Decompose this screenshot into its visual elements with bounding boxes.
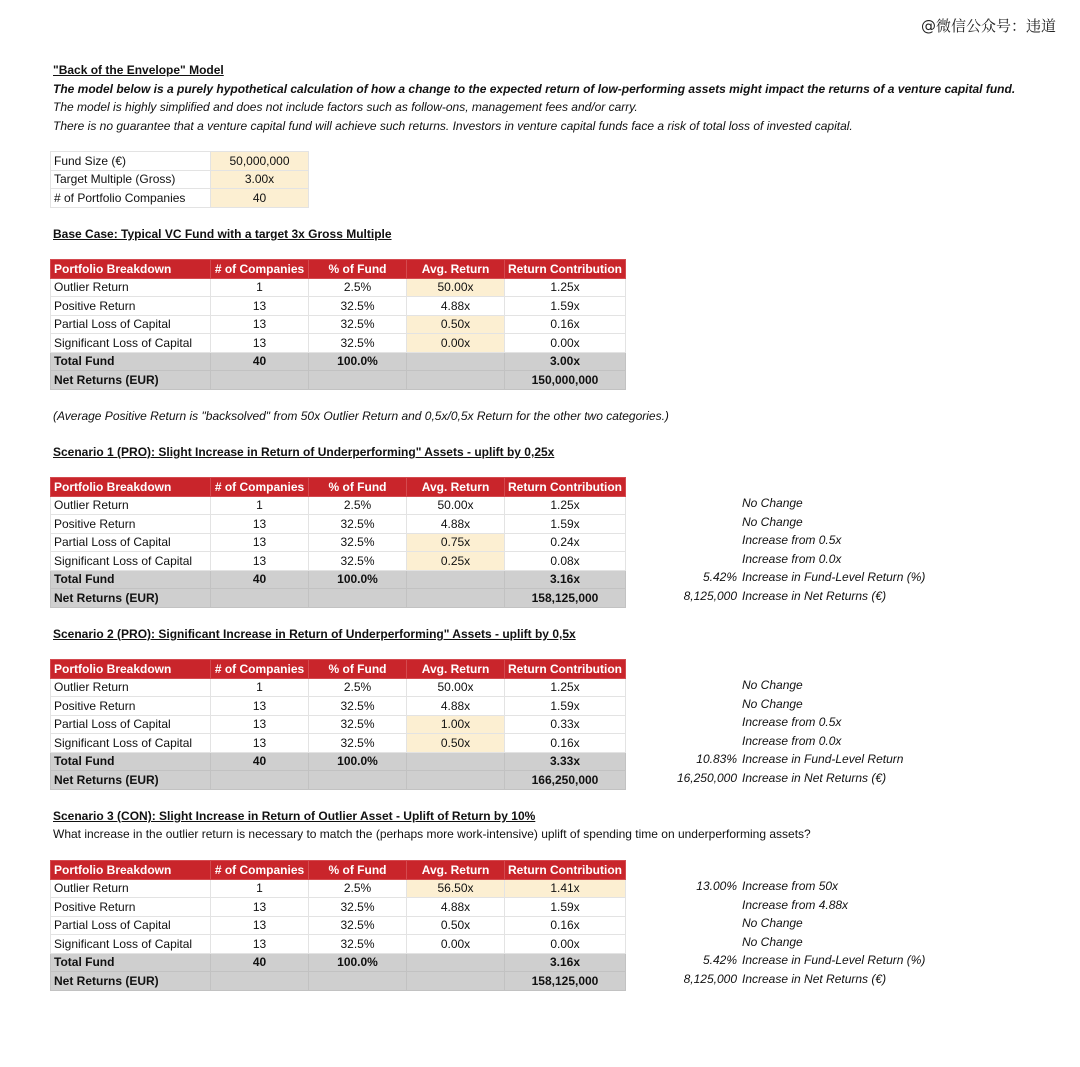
table-cell: Positive Return	[51, 898, 211, 917]
table-header-row	[51, 260, 626, 279]
table-cell: Net Returns (EUR)	[51, 972, 211, 991]
table-cell: 2.5%	[309, 278, 407, 297]
table-cell[interactable]: 1.41x	[505, 879, 626, 898]
table-cell: Positive Return	[51, 515, 211, 534]
table-cell: Return Contribution	[505, 260, 626, 279]
table-cell: Outlier Return	[51, 278, 211, 297]
table-cell: 32.5%	[309, 552, 407, 571]
param-row	[51, 189, 309, 208]
note-row	[0, 515, 1080, 533]
table-cell: 13	[211, 552, 309, 571]
base-case-footnote: (Average Positive Return is "backsolved" from 50x Outlier Return and 0,5x/0,5x Return for the other two categories.)	[53, 409, 669, 423]
table-cell: 2.5%	[309, 496, 407, 515]
table-cell: 3.00x	[505, 352, 626, 371]
param-label: # of Portfolio Companies	[51, 189, 211, 208]
table-cell: 4.88x	[407, 297, 505, 316]
note-value: 16,250,000	[676, 770, 737, 785]
note-value: 8,125,000	[683, 971, 737, 986]
table-cell: 100.0%	[309, 752, 407, 771]
table-cell: % of Fund	[309, 260, 407, 279]
note-text: Increase from 0.0x	[742, 551, 842, 566]
table-cell[interactable]: 0.50x	[407, 315, 505, 334]
param-label: Target Multiple (Gross)	[51, 170, 211, 189]
note-text: Increase from 4.88x	[742, 897, 849, 912]
scenario-3-title: Scenario 3 (CON): Slight Increase in Return of Outlier Asset - Uplift of Return by 10%	[53, 809, 536, 823]
table-cell: # of Companies	[211, 260, 309, 279]
page-title: "Back of the Envelope" Model	[53, 63, 224, 77]
table-cell: Outlier Return	[51, 678, 211, 697]
note-text: Increase in Fund-Level Return	[742, 752, 904, 766]
table-cell: % of Fund	[309, 478, 407, 497]
param-value[interactable]: 3.00x	[211, 170, 309, 189]
table-cell: 4.88x	[407, 697, 505, 716]
table-cell[interactable]: 56.50x	[407, 879, 505, 898]
table-cell: % of Fund	[309, 660, 407, 679]
note-text: No Change	[742, 678, 803, 692]
table-cell: 40	[211, 752, 309, 771]
table-cell: 32.5%	[309, 898, 407, 917]
table-cell: 1	[211, 496, 309, 515]
note-row	[0, 715, 1080, 733]
table-cell: Avg. Return	[407, 660, 505, 679]
table-cell	[407, 371, 505, 390]
table-cell: 1.59x	[505, 697, 626, 716]
note-text: Increase from 0.5x	[742, 533, 842, 547]
table-cell: Return Contribution	[505, 660, 626, 679]
table-cell: Partial Loss of Capital	[51, 533, 211, 552]
table-cell: 40	[211, 352, 309, 371]
table-cell: 1.59x	[505, 515, 626, 534]
note-row	[0, 697, 1080, 715]
scenario-2-title: Scenario 2 (PRO): Significant Increase in Return of Underperforming" Assets - uplift by 0,5x	[53, 627, 576, 641]
table-cell: 13	[211, 315, 309, 334]
table-cell: Avg. Return	[407, 260, 505, 279]
table-cell: Outlier Return	[51, 879, 211, 898]
table-cell: 158,125,000	[505, 972, 626, 991]
note-row	[0, 496, 1080, 514]
table-cell: Net Returns (EUR)	[51, 589, 211, 608]
disclaimer-2: There is no guarantee that a venture capital fund will achieve such returns. Investors in venture capital funds face a risk of total loss of invested capital.	[53, 119, 853, 133]
table-cell: 32.5%	[309, 734, 407, 753]
table-cell: 50.00x	[407, 496, 505, 515]
note-text: Increase from 50x	[742, 879, 839, 893]
scenario-1-title: Scenario 1 (PRO): Slight Increase in Return of Underperforming" Assets - uplift by 0,25x	[53, 445, 555, 459]
note-row	[0, 678, 1080, 696]
table-cell: 0.16x	[505, 734, 626, 753]
table-cell: 1.25x	[505, 496, 626, 515]
table-cell[interactable]: 0.25x	[407, 552, 505, 571]
base-case-title: Base Case: Typical VC Fund with a target 3x Gross Multiple	[53, 227, 392, 241]
table-cell: Significant Loss of Capital	[51, 734, 211, 753]
table-cell: 13	[211, 533, 309, 552]
table-cell: 1.59x	[505, 297, 626, 316]
table-cell: Significant Loss of Capital	[51, 935, 211, 954]
table-cell	[211, 371, 309, 390]
param-label: Fund Size (€)	[51, 152, 211, 171]
table-cell: Positive Return	[51, 697, 211, 716]
table-cell: 13	[211, 916, 309, 935]
table-cell: 100.0%	[309, 570, 407, 589]
note-row	[0, 533, 1080, 551]
table-cell: 13	[211, 715, 309, 734]
table-cell: 158,125,000	[505, 589, 626, 608]
note-value: 13.00%	[696, 879, 737, 893]
table-cell: Partial Loss of Capital	[51, 916, 211, 935]
table-cell: Portfolio Breakdown	[51, 478, 211, 497]
note-row	[0, 972, 1080, 990]
table-cell: Return Contribution	[505, 861, 626, 880]
table-cell: Significant Loss of Capital	[51, 552, 211, 571]
note-value: 10.83%	[696, 752, 737, 766]
table-cell: 32.5%	[309, 315, 407, 334]
param-row	[51, 152, 309, 171]
scenario-3-question: What increase in the outlier return is necessary to match the (perhaps more work-intensive) uplift of spending time on underperforming assets?	[53, 827, 811, 841]
page-subtitle: The model below is a purely hypothetical calculation of how a change to the expected return of low-performing assets might impact the returns of a venture capital fund.	[53, 82, 1016, 96]
note-text: Increase in Net Returns (€)	[742, 971, 887, 986]
table-cell: 0.08x	[505, 552, 626, 571]
table-header-row	[51, 660, 626, 679]
note-text: Increase from 0.5x	[742, 715, 842, 729]
note-text: No Change	[742, 916, 803, 930]
table-cell: # of Companies	[211, 861, 309, 880]
note-row	[0, 953, 1080, 971]
table-cell: 3.33x	[505, 752, 626, 771]
table-cell: 1	[211, 278, 309, 297]
table-cell: 32.5%	[309, 334, 407, 353]
note-text: Increase in Fund-Level Return (%)	[742, 953, 926, 967]
watermark: @微信公众号：违道	[920, 17, 1056, 35]
table-cell: Avg. Return	[407, 478, 505, 497]
table-cell: 32.5%	[309, 715, 407, 734]
table-cell: 150,000,000	[505, 371, 626, 390]
table-cell	[407, 352, 505, 371]
note-value: 5.42%	[702, 570, 737, 584]
table-cell[interactable]: 1.00x	[407, 715, 505, 734]
table-cell: 32.5%	[309, 916, 407, 935]
table-cell: 32.5%	[309, 697, 407, 716]
net-returns-row	[51, 371, 626, 390]
table-cell[interactable]: 50.00x	[407, 278, 505, 297]
table-cell: 100.0%	[309, 953, 407, 972]
table-cell: Portfolio Breakdown	[51, 660, 211, 679]
note-row	[0, 734, 1080, 752]
table-cell: 32.5%	[309, 297, 407, 316]
note-row	[0, 589, 1080, 607]
note-text: No Change	[742, 934, 803, 949]
table-cell: Total Fund	[51, 752, 211, 771]
table-cell: Portfolio Breakdown	[51, 260, 211, 279]
table-cell: # of Companies	[211, 478, 309, 497]
note-value: 5.42%	[702, 953, 737, 967]
table-cell: Outlier Return	[51, 496, 211, 515]
table-cell: 4.88x	[407, 898, 505, 917]
note-text: Increase in Net Returns (€)	[742, 588, 887, 603]
table-cell: 32.5%	[309, 935, 407, 954]
note-row	[0, 771, 1080, 789]
note-row	[0, 916, 1080, 934]
table-header-row	[51, 478, 626, 497]
note-row	[0, 552, 1080, 570]
table-cell: 1.25x	[505, 678, 626, 697]
table-cell[interactable]: 0.50x	[407, 734, 505, 753]
table-cell[interactable]: 0.00x	[407, 334, 505, 353]
table-cell: 32.5%	[309, 515, 407, 534]
note-text: Increase in Net Returns (€)	[742, 770, 887, 785]
note-row	[0, 570, 1080, 588]
table-cell: Partial Loss of Capital	[51, 315, 211, 334]
disclaimer-1: The model is highly simplified and does not include factors such as follow-ons, management fees and/or carry.	[53, 100, 638, 114]
table-cell: 1	[211, 879, 309, 898]
table-row	[51, 334, 626, 353]
table-cell: 4.88x	[407, 515, 505, 534]
table-cell: 2.5%	[309, 879, 407, 898]
table-cell: Partial Loss of Capital	[51, 715, 211, 734]
note-row	[0, 752, 1080, 770]
table-cell: 3.16x	[505, 570, 626, 589]
table-cell: Total Fund	[51, 953, 211, 972]
table-cell: 1.25x	[505, 278, 626, 297]
table-row	[51, 315, 626, 334]
table-cell: # of Companies	[211, 660, 309, 679]
note-row	[0, 935, 1080, 953]
note-text: Increase from 0.0x	[742, 733, 842, 748]
note-row	[0, 898, 1080, 916]
fund-parameters-table	[50, 151, 309, 208]
table-cell: 13	[211, 297, 309, 316]
total-row	[51, 352, 626, 371]
base-case-table	[50, 259, 626, 390]
table-cell: 13	[211, 935, 309, 954]
table-cell: 0.00x	[407, 935, 505, 954]
table-cell: 13	[211, 334, 309, 353]
table-cell: Total Fund	[51, 570, 211, 589]
table-cell: 0.33x	[505, 715, 626, 734]
table-cell: 13	[211, 697, 309, 716]
table-cell: 50.00x	[407, 678, 505, 697]
table-cell: 100.0%	[309, 352, 407, 371]
param-row	[51, 170, 309, 189]
table-cell: 0.16x	[505, 916, 626, 935]
table-cell	[309, 371, 407, 390]
note-text: Increase in Fund-Level Return (%)	[742, 570, 926, 584]
param-value[interactable]: 40	[211, 189, 309, 208]
table-cell: 13	[211, 898, 309, 917]
table-cell: 0.16x	[505, 315, 626, 334]
table-cell: Total Fund	[51, 352, 211, 371]
table-cell: 40	[211, 953, 309, 972]
table-cell: Positive Return	[51, 297, 211, 316]
note-text: No Change	[742, 496, 803, 510]
table-cell[interactable]: 0.75x	[407, 533, 505, 552]
table-cell: Significant Loss of Capital	[51, 334, 211, 353]
table-cell: 13	[211, 515, 309, 534]
note-value: 8,125,000	[683, 588, 737, 603]
table-cell: Avg. Return	[407, 861, 505, 880]
table-cell: % of Fund	[309, 861, 407, 880]
table-cell: Portfolio Breakdown	[51, 861, 211, 880]
table-cell: 2.5%	[309, 678, 407, 697]
table-cell: Net Returns (EUR)	[51, 371, 211, 390]
table-cell: 0.50x	[407, 916, 505, 935]
note-row	[0, 879, 1080, 897]
table-cell: 0.24x	[505, 533, 626, 552]
note-text: No Change	[742, 696, 803, 711]
table-cell: 0.00x	[505, 935, 626, 954]
table-cell: Net Returns (EUR)	[51, 771, 211, 790]
table-cell: 1	[211, 678, 309, 697]
table-header-row	[51, 861, 626, 880]
param-value[interactable]: 50,000,000	[211, 152, 309, 171]
table-cell: 166,250,000	[505, 771, 626, 790]
table-cell: 40	[211, 570, 309, 589]
table-cell: 1.59x	[505, 898, 626, 917]
table-cell: 3.16x	[505, 953, 626, 972]
table-cell: 0.00x	[505, 334, 626, 353]
table-cell: 13	[211, 734, 309, 753]
table-row	[51, 278, 626, 297]
table-cell: 32.5%	[309, 533, 407, 552]
table-row	[51, 297, 626, 316]
table-cell: Return Contribution	[505, 478, 626, 497]
note-text: No Change	[742, 514, 803, 529]
